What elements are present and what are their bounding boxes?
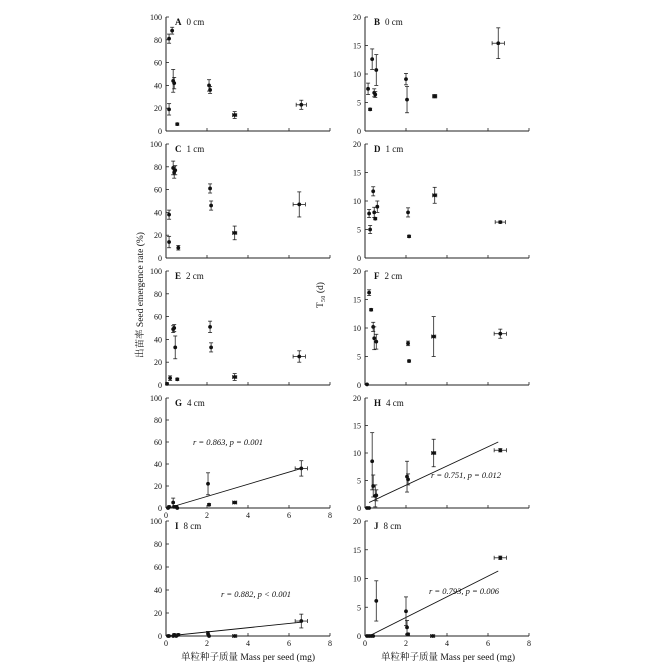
- data-point: [176, 633, 180, 637]
- panel-A: [150, 13, 330, 136]
- y-tick-label: 15: [353, 421, 361, 431]
- y-tick-label: 0: [158, 632, 162, 641]
- data-point: [433, 193, 437, 197]
- y-tick-label: 60: [154, 185, 162, 195]
- data-point: [207, 634, 211, 638]
- y-tick-label: 20: [154, 482, 162, 491]
- data-point: [209, 204, 213, 208]
- y-tick-label: 60: [154, 563, 162, 572]
- panel-title: [175, 398, 205, 408]
- y-tick-label: 40: [154, 460, 162, 469]
- panel-letter: B: [374, 17, 381, 27]
- data-point: [233, 113, 237, 117]
- data-point: [172, 81, 176, 85]
- x-tick-label: 8: [328, 511, 332, 520]
- data-point: [167, 505, 171, 509]
- data-point: [367, 506, 371, 510]
- panel-F: [353, 267, 529, 390]
- data-point: [175, 506, 179, 510]
- y-tick-label: 60: [154, 438, 162, 447]
- y-tick-label: 100: [150, 517, 162, 526]
- panel-depth: 0 cm: [385, 17, 403, 27]
- panel-I: [150, 517, 332, 648]
- x-tick-label: 6: [287, 511, 291, 520]
- data-point: [407, 234, 411, 238]
- panel-depth: 0 cm: [186, 17, 205, 27]
- data-point: [206, 482, 210, 486]
- panel-depth: 4 cm: [187, 398, 205, 408]
- data-point: [175, 122, 179, 126]
- x-tick-label: 8: [328, 639, 332, 648]
- y-tick-label: 10: [353, 197, 361, 206]
- data-point: [299, 619, 303, 623]
- correlation-annotation: r = 0.882, p < 0.001: [221, 589, 292, 599]
- data-point: [405, 625, 409, 629]
- panel-letter: G: [175, 398, 183, 408]
- correlation-annotation: r = 0.793, p = 0.006: [429, 586, 500, 596]
- panel-depth: 8 cm: [383, 521, 402, 531]
- y-tick-label: 80: [154, 416, 162, 425]
- panel-letter: D: [374, 144, 381, 154]
- data-point: [170, 29, 174, 33]
- y-tick-label: 20: [353, 517, 361, 526]
- data-point: [498, 556, 502, 560]
- panel-G: [150, 394, 332, 520]
- regression-line: [168, 622, 301, 636]
- y-tick-label: 0: [158, 504, 162, 513]
- data-point: [367, 212, 371, 216]
- data-point: [406, 632, 410, 636]
- panel-E: [150, 267, 330, 390]
- y-tick-label: 20: [353, 140, 361, 149]
- y-axis-label-t50: T₅₀ (d): [316, 282, 326, 308]
- data-point: [176, 246, 180, 250]
- y-tick-label: 5: [357, 476, 361, 486]
- panel-title: [175, 271, 204, 281]
- data-point: [366, 87, 370, 91]
- y-tick-label: 10: [353, 574, 361, 584]
- y-tick-label: 5: [357, 603, 361, 613]
- x-tick-label: 4: [246, 639, 250, 648]
- y-tick-label: 5: [357, 225, 361, 235]
- panel-letter: E: [175, 271, 182, 281]
- x-tick-label: 4: [445, 639, 449, 648]
- y-tick-label: 0: [357, 381, 361, 390]
- data-point: [173, 345, 177, 349]
- data-point: [172, 326, 176, 330]
- y-tick-label: 0: [158, 254, 162, 263]
- panel-title: [175, 521, 201, 531]
- data-point: [167, 240, 171, 244]
- y-tick-label: 20: [353, 13, 361, 22]
- panel-C: [150, 140, 330, 263]
- y-tick-label: 20: [154, 231, 162, 241]
- data-point: [405, 98, 409, 102]
- y-tick-label: 5: [357, 98, 361, 108]
- y-tick-label: 20: [353, 267, 361, 276]
- data-point: [299, 467, 303, 471]
- panel-title: [374, 271, 402, 281]
- x-tick-label: 6: [486, 639, 490, 648]
- panel-title: [374, 144, 403, 154]
- y-tick-label: 0: [158, 127, 162, 136]
- regression-line: [369, 571, 498, 636]
- data-point: [371, 634, 375, 638]
- panel-letter: H: [374, 398, 382, 408]
- data-point: [233, 501, 237, 505]
- data-point: [374, 599, 378, 603]
- panels: [150, 13, 531, 648]
- y-tick-label: 100: [150, 267, 162, 276]
- panel-depth: 4 cm: [386, 398, 404, 408]
- correlation-annotation: r = 0.751, p = 0.012: [431, 470, 502, 480]
- panel-depth: 2 cm: [186, 271, 204, 281]
- x-tick-label: 2: [205, 511, 209, 520]
- panel-letter: I: [175, 521, 179, 531]
- panel-D: [353, 140, 529, 263]
- y-tick-label: 60: [154, 312, 162, 322]
- data-point: [368, 107, 372, 111]
- data-point: [175, 377, 179, 381]
- data-point: [297, 203, 301, 207]
- data-point: [233, 231, 237, 235]
- data-point: [370, 459, 374, 463]
- x-tick-label: 6: [287, 639, 291, 648]
- x-tick-label: 2: [205, 639, 209, 648]
- data-point: [207, 503, 211, 507]
- panel-depth: 1 cm: [186, 144, 205, 154]
- panel-J: [353, 517, 531, 648]
- y-tick-label: 5: [357, 352, 361, 362]
- panel-depth: 1 cm: [385, 144, 404, 154]
- data-point: [173, 168, 177, 172]
- panel-title: [175, 144, 204, 154]
- y-tick-label: 80: [154, 35, 162, 45]
- y-tick-label: 40: [154, 208, 162, 218]
- panel-letter: C: [175, 144, 182, 154]
- x-tick-label: 8: [527, 639, 531, 648]
- panel-depth: 2 cm: [384, 271, 403, 281]
- data-point: [233, 634, 237, 638]
- y-tick-label: 40: [154, 335, 162, 345]
- y-tick-label: 0: [158, 381, 162, 390]
- data-point: [297, 355, 301, 359]
- data-point: [168, 376, 172, 380]
- data-point: [404, 609, 408, 613]
- y-tick-label: 20: [154, 609, 162, 618]
- x-axis-label-left: 单粒种子质量 Mass per seed (mg): [180, 653, 316, 663]
- data-point: [208, 187, 212, 191]
- y-tick-label: 15: [353, 295, 361, 305]
- data-point: [209, 345, 213, 349]
- data-point: [165, 382, 169, 386]
- y-tick-label: 100: [150, 13, 162, 22]
- panel-title: [374, 17, 403, 27]
- y-tick-label: 100: [150, 394, 162, 403]
- data-point: [431, 634, 435, 638]
- x-axis-label-right: 单粒种子质量 Mass per seed (mg): [380, 653, 516, 663]
- panel-letter: J: [374, 521, 379, 531]
- y-tick-label: 80: [154, 289, 162, 299]
- y-tick-label: 0: [357, 127, 361, 136]
- x-tick-label: 4: [246, 511, 250, 520]
- data-point: [375, 205, 379, 209]
- y-tick-label: 10: [353, 449, 361, 458]
- y-tick-label: 20: [154, 358, 162, 368]
- data-point: [370, 57, 374, 61]
- x-tick-label: 0: [164, 511, 168, 520]
- y-tick-label: 40: [154, 81, 162, 91]
- data-point: [432, 451, 436, 455]
- panel-title: [374, 398, 404, 408]
- data-point: [171, 501, 175, 505]
- data-point: [373, 217, 377, 221]
- panel-letter: A: [175, 17, 182, 27]
- data-point: [167, 107, 171, 111]
- data-point: [368, 228, 372, 232]
- y-tick-label: 10: [353, 324, 361, 333]
- y-tick-label: 10: [353, 70, 361, 79]
- y-tick-label: 100: [150, 140, 162, 149]
- correlation-annotation: r = 0.863, p = 0.001: [193, 437, 264, 447]
- data-point: [208, 325, 212, 329]
- data-point: [498, 332, 502, 336]
- data-point: [167, 37, 171, 41]
- data-point: [407, 359, 411, 363]
- data-point: [369, 308, 373, 312]
- data-point: [367, 291, 371, 295]
- data-point: [433, 94, 437, 98]
- y-tick-label: 15: [353, 545, 361, 555]
- data-point: [373, 93, 377, 97]
- y-tick-label: 80: [154, 162, 162, 172]
- y-axis-label-emergence: 出苗率 Seed emergence rate (%): [136, 232, 146, 358]
- data-point: [365, 383, 369, 387]
- y-tick-label: 15: [353, 41, 361, 51]
- panel-title: [175, 17, 204, 27]
- data-point: [371, 189, 375, 193]
- y-tick-label: 0: [357, 254, 361, 263]
- panel-H: [353, 394, 529, 513]
- x-tick-label: 2: [404, 639, 408, 648]
- panel-letter: F: [374, 271, 380, 281]
- data-point: [233, 375, 237, 379]
- data-point: [496, 41, 500, 45]
- y-tick-label: 80: [154, 540, 162, 549]
- y-tick-label: 15: [353, 168, 361, 178]
- data-point: [374, 68, 378, 72]
- data-point: [299, 103, 303, 107]
- data-point: [406, 341, 410, 345]
- panel-depth: 8 cm: [183, 521, 202, 531]
- data-point: [208, 88, 212, 92]
- y-tick-label: 0: [357, 504, 361, 513]
- data-point: [406, 478, 410, 482]
- y-tick-label: 60: [154, 58, 162, 68]
- x-tick-label: 0: [363, 639, 367, 648]
- data-point: [374, 340, 378, 344]
- y-tick-label: 20: [154, 104, 162, 114]
- data-point: [404, 77, 408, 81]
- data-point: [498, 220, 502, 224]
- data-point: [432, 335, 436, 339]
- panel-title: [374, 521, 401, 531]
- panel-B: [353, 13, 529, 136]
- y-tick-label: 20: [353, 394, 361, 403]
- data-point: [498, 448, 502, 452]
- y-tick-label: 0: [357, 632, 361, 641]
- y-tick-label: 40: [154, 586, 162, 595]
- x-tick-label: 0: [164, 639, 168, 648]
- data-point: [167, 213, 171, 217]
- data-point: [374, 493, 378, 497]
- data-point: [372, 336, 376, 340]
- data-point: [167, 634, 171, 638]
- data-point: [406, 211, 410, 215]
